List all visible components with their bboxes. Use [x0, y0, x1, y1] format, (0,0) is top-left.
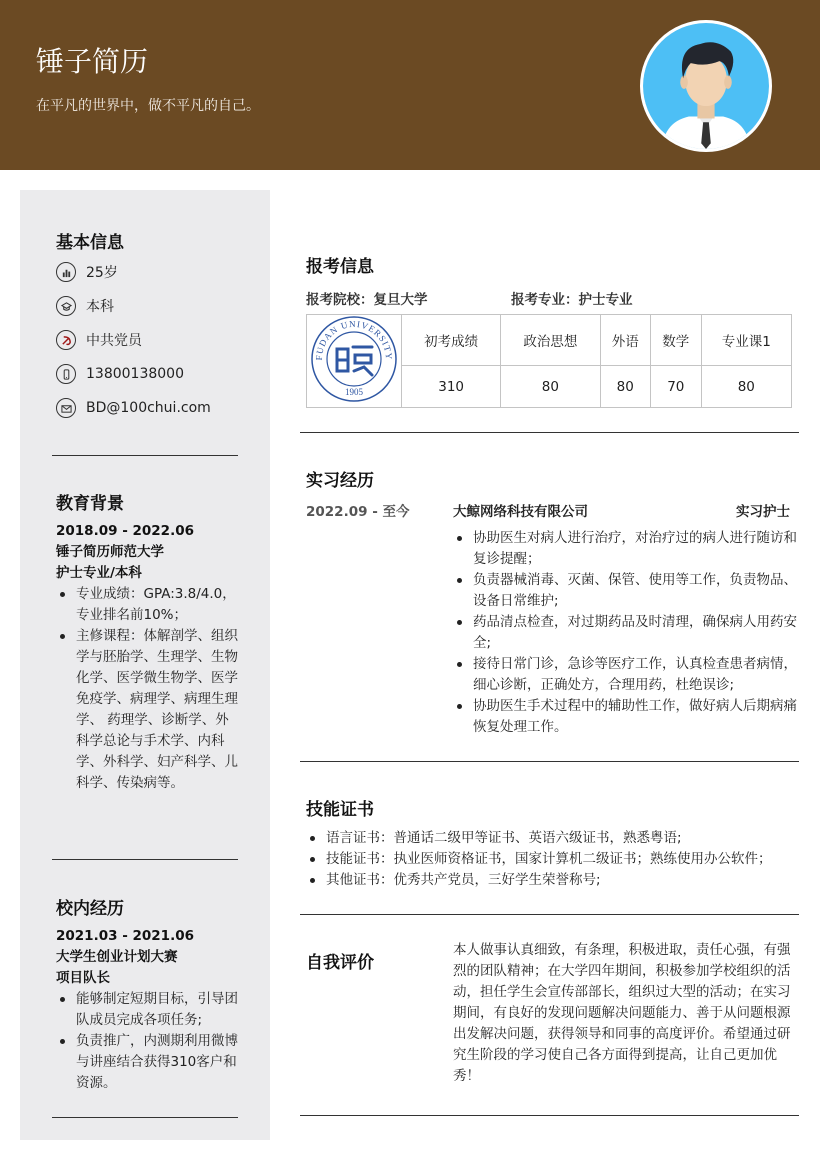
- party-icon: [56, 330, 76, 350]
- education-block: [56, 521, 242, 794]
- degree-icon: [56, 296, 76, 316]
- age-icon: [56, 262, 76, 282]
- info-phone: [56, 363, 184, 385]
- avatar: [640, 20, 772, 152]
- resume-slogan: 在平凡的世界中，做不平凡的自己。: [36, 98, 260, 114]
- avatar-illustration: [643, 23, 769, 149]
- education-list: [56, 584, 242, 794]
- list-item: 技能证书：执业医师资格证书，国家计算机二级证书；熟练使用办公软件；: [306, 849, 798, 870]
- table-cell: 310: [402, 366, 501, 408]
- campus-role: 项目队长: [56, 970, 110, 986]
- table-header-cell: 专业课1: [701, 315, 791, 366]
- education-title: 教育背景: [56, 494, 124, 514]
- info-degree: [56, 295, 114, 317]
- application-school: 报考院校：复旦大学: [306, 292, 428, 308]
- resume-title: 锤子简历: [36, 45, 149, 78]
- campus-event: 大学生创业计划大赛: [56, 949, 178, 965]
- list-item: 负责器械消毒、灭菌、保管、使用等工作，负责物品、设备日常维护;: [453, 570, 798, 612]
- list-item: 其他证书：优秀共产党员，三好学生荣誉称号;: [306, 870, 798, 891]
- campus-title: 校内经历: [56, 899, 124, 919]
- sidebar-divider: [52, 859, 238, 860]
- table-cell: 70: [651, 366, 702, 408]
- info-party: [56, 329, 142, 351]
- main-divider: [300, 432, 799, 433]
- info-age-text: 25岁: [86, 265, 118, 281]
- internship-company: 大鲸网络科技有限公司: [453, 504, 588, 520]
- table-row: [307, 315, 792, 366]
- internship-date: 2022.09 - 至今: [306, 504, 410, 520]
- application-major: 报考专业：护士专业: [511, 292, 633, 308]
- table-cell: 80: [701, 366, 791, 408]
- list-item: 专业成绩：GPA:3.8/4.0，专业排名前10%；: [56, 584, 242, 626]
- table-header-cell: 数学: [651, 315, 702, 366]
- phone-icon: [56, 364, 76, 384]
- list-item: 药品清点检查，对过期药品及时清理，确保病人用药安全;: [453, 612, 798, 654]
- list-item: 接待日常门诊，急诊等医疗工作，认真检查患者病情，细心诊断，正确处方，合理用药，杜绝误诊;: [453, 654, 798, 696]
- education-date: 2018.09 - 2022.06: [56, 523, 194, 539]
- table-header-cell: 初考成绩: [402, 315, 501, 366]
- logo-year: 1905: [345, 387, 363, 397]
- university-logo-cell: [307, 315, 402, 408]
- score-table: [306, 314, 792, 408]
- skills-title: 技能证书: [306, 800, 374, 820]
- campus-date: 2021.03 - 2021.06: [56, 928, 194, 944]
- info-party-text: 中共党员: [86, 333, 142, 349]
- university-logo: [310, 315, 398, 403]
- basic-info-title: 基本信息: [56, 233, 124, 253]
- sidebar-divider: [52, 1117, 238, 1118]
- list-item: 主修课程：体解剖学、组织学与胚胎学、生理学、生物化学、医学微生物学、医学免疫学、病理学、病理生理学、 药理学、诊断学、外科学总论与手术学、内科学、外科学、妇产科学、儿科学、传染病等。: [56, 626, 242, 794]
- internship-role: 实习护士: [736, 504, 790, 520]
- table-header-cell: 外语: [600, 315, 651, 366]
- list-item: 协助医生手术过程中的辅助性工作，做好病人后期病痛恢复处理工作。: [453, 696, 798, 738]
- main-divider: [300, 761, 799, 762]
- table-cell: 80: [600, 366, 651, 408]
- campus-block: [56, 926, 242, 1094]
- email-icon: [56, 398, 76, 418]
- table-header-cell: 政治思想: [501, 315, 600, 366]
- info-phone-text: 13800138000: [86, 366, 184, 382]
- table-cell: 80: [501, 366, 600, 408]
- campus-list: [56, 989, 242, 1094]
- education-major: 护士专业/本科: [56, 565, 142, 581]
- internship-list: [453, 528, 798, 738]
- main-divider: [300, 1115, 799, 1116]
- application-title: 报考信息: [306, 257, 374, 277]
- internship-title: 实习经历: [306, 471, 374, 491]
- info-email: [56, 397, 211, 419]
- skills-list: [306, 828, 798, 891]
- info-degree-text: 本科: [86, 299, 114, 315]
- sidebar-divider: [52, 455, 238, 456]
- list-item: 能够制定短期目标，引导团队成员完成各项任务;: [56, 989, 242, 1031]
- list-item: 负责推广，内测期利用微博与讲座结合获得310客户和资源。: [56, 1031, 242, 1094]
- info-email-text: BD@100chui.com: [86, 400, 211, 416]
- main-divider: [300, 914, 799, 915]
- education-school: 锤子简历师范大学: [56, 544, 164, 560]
- logo-ring-text: FUDAN UNIVERSITY: [313, 318, 395, 361]
- self-eval-title: 自我评价: [306, 953, 374, 973]
- self-eval-text: 本人做事认真细致，有条理，积极进取，责任心强，有强烈的团队精神；在大学四年期间，积极参加学校组织的活动，担任学生会宣传部部长，组织过大型的活动；在实习期间，有良好的发现问题解决问题能力、善于从问题根源出发解决问题，获得领导和同事的高度评价。希望通过研究生阶段的学习使自己各方面得到提高，让自己更加优秀！: [453, 942, 791, 1084]
- list-item: 协助医生对病人进行治疗，对治疗过的病人进行随访和复诊提醒；: [453, 528, 798, 570]
- list-item: 语言证书：普通话二级甲等证书、英语六级证书，熟悉粤语;: [306, 828, 798, 849]
- sidebar: [20, 190, 270, 1140]
- info-age: [56, 261, 118, 283]
